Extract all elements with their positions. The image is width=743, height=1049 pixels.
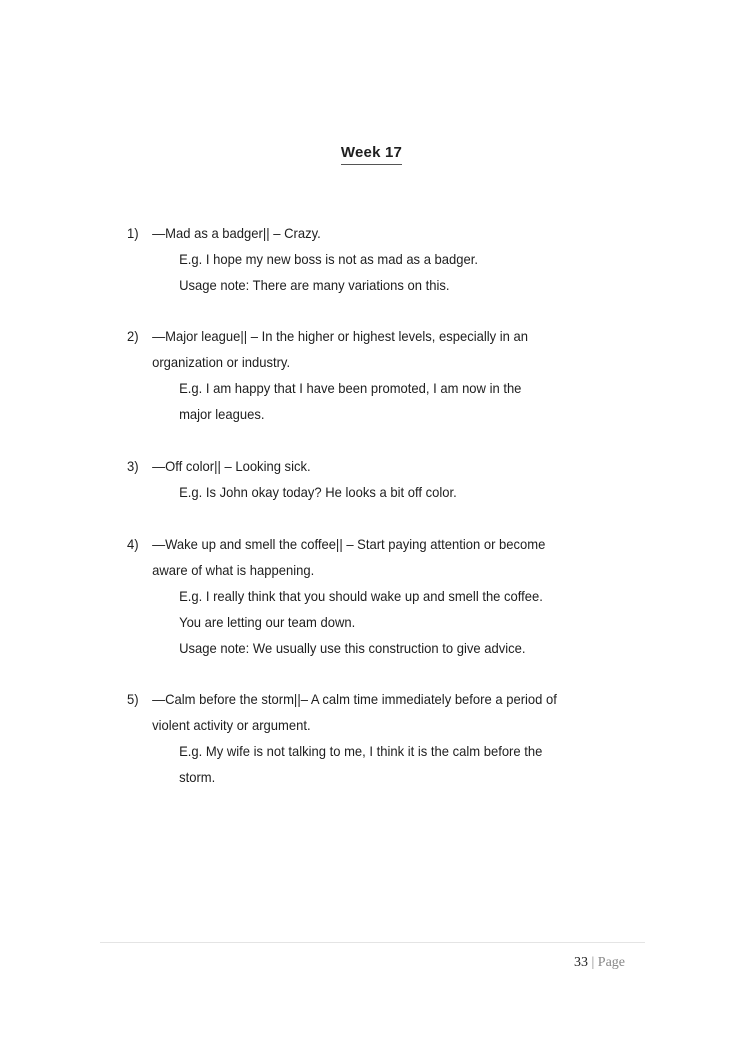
- example-line: You are letting our team down.: [179, 614, 356, 630]
- example-line: E.g. Is John okay today? He looks a bit off color.: [179, 484, 457, 500]
- example-line: E.g. I am happy that I have been promoted, I am now in the: [179, 380, 522, 396]
- example-line: major leagues.: [179, 406, 265, 422]
- idiom-definition-continued: aware of what is happening.: [152, 562, 315, 578]
- idiom-definition: —Major league|| – In the higher or highest levels, especially in an: [152, 328, 528, 344]
- idiom-item: [127, 220, 583, 298]
- idiom-definition-continued: organization or industry.: [152, 354, 291, 370]
- footer-separator: |: [591, 955, 595, 970]
- item-number: 1): [127, 225, 139, 241]
- footer-divider: [100, 942, 645, 943]
- item-number: 5): [127, 691, 139, 707]
- example-line: E.g. I really think that you should wake up and smell the coffee.: [179, 588, 543, 604]
- idiom-item: [127, 453, 583, 505]
- idiom-item: [127, 686, 583, 790]
- heading-text: Week 17: [341, 144, 402, 165]
- idiom-definition-continued: violent activity or argument.: [152, 717, 311, 733]
- idiom-item: [127, 323, 583, 427]
- usage-note: Usage note: There are many variations on this.: [179, 277, 450, 293]
- page-heading: [0, 144, 743, 165]
- item-number: 2): [127, 328, 139, 344]
- idiom-definition: —Calm before the storm||– A calm time immediately before a period of: [152, 691, 557, 707]
- page-footer: [574, 955, 625, 971]
- example-line: E.g. I hope my new boss is not as mad as a badger.: [179, 251, 478, 267]
- idiom-definition: —Off color|| – Looking sick.: [152, 458, 311, 474]
- example-line: storm.: [179, 769, 216, 785]
- idiom-definition: —Mad as a badger|| – Crazy.: [152, 225, 321, 241]
- idiom-item: [127, 531, 583, 661]
- usage-note: Usage note: We usually use this construction to give advice.: [179, 640, 526, 656]
- page-number: 33: [573, 955, 588, 970]
- item-number: 4): [127, 536, 139, 552]
- example-line: E.g. My wife is not talking to me, I think it is the calm before the: [179, 743, 543, 759]
- item-number: 3): [127, 458, 139, 474]
- idiom-definition: —Wake up and smell the coffee|| – Start paying attention or become: [152, 536, 546, 552]
- page-label: Page: [597, 955, 625, 970]
